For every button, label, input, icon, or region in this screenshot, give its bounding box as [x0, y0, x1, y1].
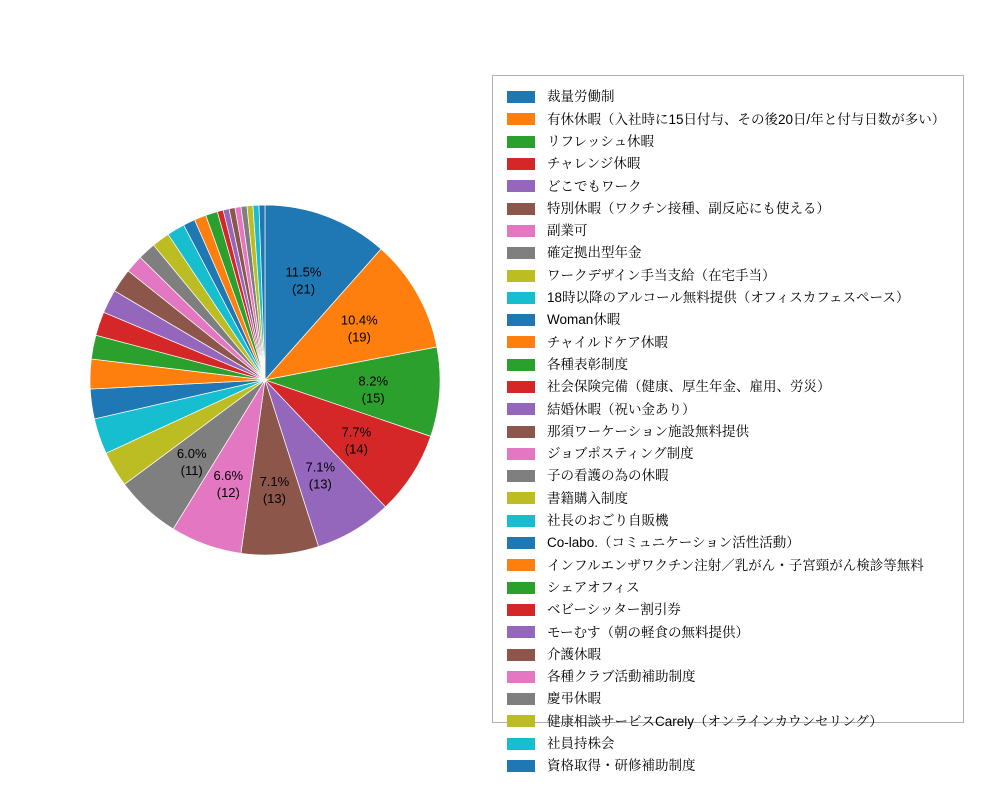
- legend-item-label: 社長のおごり自販機: [547, 513, 669, 529]
- slice-count-label: (21): [291, 281, 316, 297]
- legend-item-label: 18時以降のアルコール無料提供（オフィスカフェスペース）: [547, 290, 910, 306]
- legend-item-label: 社員持株会: [547, 736, 615, 751]
- legend-item[interactable]: [493, 643, 963, 665]
- slice-count-label: (11): [180, 463, 203, 478]
- legend-item[interactable]: [493, 287, 963, 309]
- slice-percent-label: 8.2%: [358, 373, 389, 389]
- legend-item[interactable]: [493, 577, 963, 599]
- legend-item-label: ジョブポスティング制度: [547, 446, 694, 462]
- legend-item[interactable]: [493, 108, 963, 130]
- legend-color-swatch: [507, 158, 535, 170]
- slice-count-label: (13): [308, 476, 332, 492]
- legend-color-swatch: [507, 626, 535, 638]
- legend-color-swatch: [507, 426, 535, 438]
- slice-percent-label: 7.1%: [259, 474, 290, 490]
- legend-item[interactable]: [493, 465, 963, 487]
- legend-color-swatch: [507, 359, 535, 371]
- legend-color-swatch: [507, 203, 535, 215]
- legend-color-swatch: [507, 559, 535, 571]
- legend-color-swatch: [507, 470, 535, 482]
- legend-item-label: 書籍購入制度: [547, 490, 628, 506]
- legend-color-swatch: [507, 537, 535, 549]
- legend-item[interactable]: [493, 532, 963, 554]
- legend-color-swatch: [507, 225, 535, 237]
- legend-item-label: 特別休暇（ワクチン接種、副反応にも使える）: [547, 200, 830, 216]
- slice-percent-label: 10.4%: [340, 312, 378, 328]
- legend-item-label: 裁量労働制: [547, 89, 615, 105]
- legend-color-swatch: [507, 113, 535, 125]
- legend-color-swatch: [507, 270, 535, 282]
- legend-color-swatch: [507, 91, 535, 103]
- legend-item[interactable]: [493, 755, 963, 777]
- legend-item-label: チャイルドケア休暇: [547, 334, 668, 350]
- slice-count-label: (13): [262, 491, 286, 507]
- legend-color-swatch: [507, 693, 535, 705]
- legend-color-swatch: [507, 649, 535, 661]
- legend-item[interactable]: [493, 621, 963, 643]
- legend-list: [493, 76, 963, 777]
- legend-item[interactable]: [493, 420, 963, 442]
- legend-item-label: 副業可: [547, 223, 588, 239]
- legend-color-swatch: [507, 604, 535, 616]
- legend-color-swatch: [507, 314, 535, 326]
- legend-item-label: 結婚休暇（祝い金あり）: [547, 401, 696, 417]
- legend-item[interactable]: [493, 153, 963, 175]
- legend-item-label: 那須ワーケーション施設無料提供: [547, 423, 749, 439]
- legend-color-swatch: [507, 336, 535, 348]
- slice-percent-label: 6.0%: [176, 446, 207, 461]
- legend-color-swatch: [507, 760, 535, 772]
- legend-color-swatch: [507, 180, 535, 192]
- slice-count-label: (14): [344, 441, 368, 457]
- legend-item-label: 資格取得・研修補助制度: [547, 758, 696, 774]
- legend-item-label: 健康相談サービスCarely（オンラインカウンセリング）: [547, 713, 883, 729]
- legend-item[interactable]: [493, 733, 963, 755]
- legend-item-label: 有休休暇（入社時に15日付与、その後20日/年と付与日数が多い）: [547, 111, 946, 127]
- legend-color-swatch: [507, 448, 535, 460]
- slice-percent-label: 7.1%: [305, 459, 336, 475]
- legend-item[interactable]: [493, 688, 963, 710]
- legend-color-swatch: [507, 671, 535, 683]
- legend-color-swatch: [507, 515, 535, 527]
- legend-item[interactable]: [493, 443, 963, 465]
- legend-color-swatch: [507, 403, 535, 415]
- legend-color-swatch: [507, 582, 535, 594]
- legend-item-label: 各種表彰制度: [547, 356, 628, 372]
- legend-item-label: 確定拠出型年金: [547, 245, 642, 261]
- legend-item-label: ベビーシッター割引券: [547, 602, 681, 618]
- legend-item[interactable]: [493, 510, 963, 532]
- legend-item[interactable]: [493, 131, 963, 153]
- legend-item[interactable]: [493, 242, 963, 264]
- legend-panel: [492, 75, 964, 774]
- legend-item-label: 介護休暇: [547, 646, 601, 662]
- legend-item[interactable]: [493, 354, 963, 376]
- slice-percent-label: 6.6%: [213, 468, 244, 484]
- legend-item-label: チャレンジ休暇: [547, 156, 641, 172]
- legend-color-swatch: [507, 292, 535, 304]
- legend-item[interactable]: [493, 331, 963, 353]
- slice-count-label: (19): [347, 329, 371, 345]
- pie-svg: [45, 160, 485, 600]
- legend-item[interactable]: [493, 554, 963, 576]
- legend-color-swatch: [507, 136, 535, 148]
- slice-percent-label: 7.7%: [341, 424, 372, 440]
- legend-color-swatch: [507, 247, 535, 259]
- slice-count-label: (15): [361, 390, 385, 406]
- legend-item-label: Co-labo.（コミュニケーション活性活動）: [547, 535, 800, 551]
- legend-item[interactable]: [493, 710, 963, 732]
- legend-item[interactable]: [493, 666, 963, 688]
- legend-color-swatch: [507, 738, 535, 750]
- legend-item[interactable]: [493, 197, 963, 219]
- legend-item[interactable]: [493, 376, 963, 398]
- legend-color-swatch: [507, 492, 535, 504]
- legend-item-label: モーむす（朝の軽食の無料提供）: [547, 624, 749, 640]
- legend-item-label: 社会保険完備（健康、厚生年金、雇用、労災）: [547, 379, 831, 395]
- legend-item[interactable]: [493, 264, 963, 286]
- legend-color-swatch: [507, 381, 535, 393]
- slice-count-label: (12): [216, 485, 240, 501]
- legend-item[interactable]: [493, 599, 963, 621]
- legend-color-swatch: [507, 715, 535, 727]
- legend-item-label: シェアオフィス: [547, 579, 640, 595]
- legend-item[interactable]: [493, 398, 963, 420]
- legend-item[interactable]: [493, 487, 963, 509]
- legend-item-label: どこでもワーク: [547, 178, 642, 194]
- legend-item-label: ワークデザイン手当支給（在宅手当）: [547, 267, 776, 283]
- pie-plot-area: [45, 160, 485, 600]
- legend-item-label: インフルエンザワクチン注射／乳がん・子宮頸がん検診等無料: [547, 557, 924, 573]
- legend-item-label: 各種クラブ活動補助制度: [547, 669, 696, 685]
- legend-item[interactable]: [493, 220, 963, 242]
- legend-item[interactable]: [493, 175, 963, 197]
- legend-item-label: 子の看護の為の休暇: [547, 468, 669, 484]
- legend-item-label: Woman休暇: [547, 312, 621, 328]
- legend-item-label: 慶弔休暇: [547, 691, 601, 707]
- legend-item-label: リフレッシュ休暇: [547, 133, 655, 149]
- legend-item[interactable]: [493, 86, 963, 108]
- slice-percent-label: 11.5%: [285, 264, 322, 280]
- legend-item[interactable]: [493, 309, 963, 331]
